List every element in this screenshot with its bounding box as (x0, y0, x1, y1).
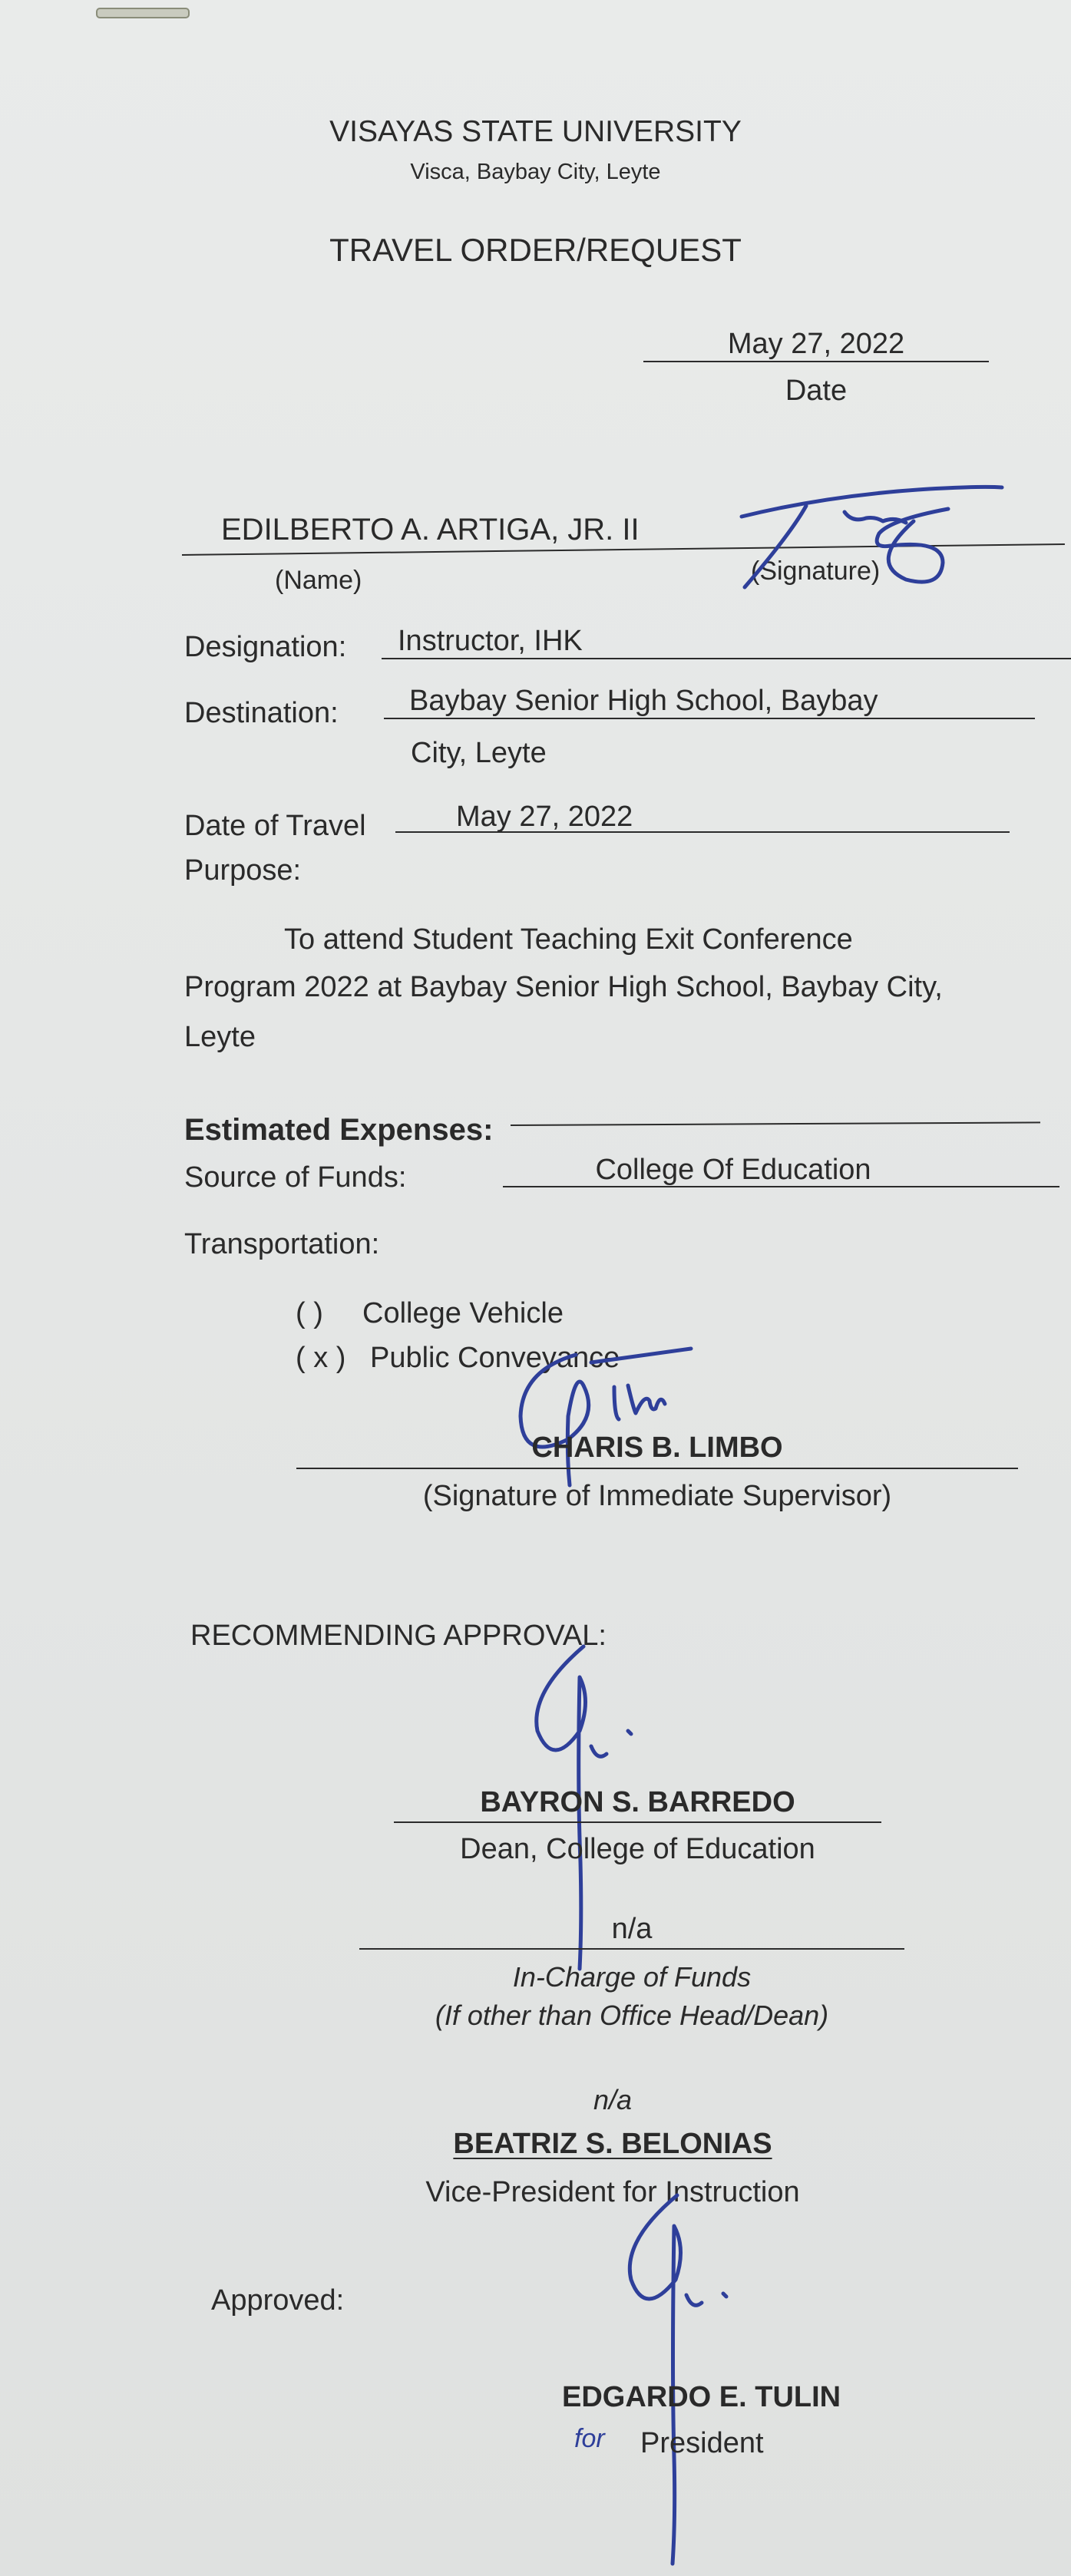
option-college-vehicle-label: College Vehicle (362, 1297, 564, 1329)
option-public-conveyance-label: Public Conveyance (370, 1342, 620, 1374)
designation-line (382, 658, 1071, 659)
vp-value: n/a (593, 2084, 633, 2115)
supervisor-line (296, 1468, 1018, 1469)
university-name: VISAYAS STATE UNIVERSITY (329, 115, 742, 148)
estimated-expenses-label: Estimated Expenses: (184, 1113, 494, 1147)
transportation-label: Transportation: (184, 1228, 380, 1260)
university-address: Visca, Baybay City, Leyte (410, 160, 661, 184)
signature-label: (Signature) (751, 556, 881, 586)
funds-value: College Of Education (595, 1154, 871, 1186)
option-public-conveyance-mark: ( x ) (296, 1342, 346, 1374)
president-signature-icon (607, 2180, 760, 2571)
funds-incharge-note: (If other than Office Head/Dean) (435, 2000, 829, 2031)
destination-line (384, 718, 1035, 719)
president-title: President (640, 2427, 764, 2459)
purpose-label: Purpose: (184, 854, 302, 887)
destination-label: Destination: (184, 697, 339, 729)
supervisor-label: (Signature of Immediate Supervisor) (422, 1480, 892, 1512)
requester-signature-icon (737, 472, 1013, 595)
dean-line (394, 1821, 881, 1823)
date-label: Date (785, 375, 848, 407)
approved-label: Approved: (211, 2284, 345, 2317)
dean-name: BAYRON S. BARREDO (480, 1786, 795, 1818)
destination-value-line2: City, Leyte (411, 737, 547, 769)
destination-value-line1: Baybay Senior High School, Baybay (409, 685, 878, 717)
travel-date-value: May 27, 2022 (456, 801, 633, 833)
vp-name: BEATRIZ S. BELONIAS (453, 2128, 772, 2160)
supervisor-signature-icon (507, 1339, 691, 1493)
form-title: TRAVEL ORDER/REQUEST (329, 232, 742, 268)
president-name: EDGARDO E. TULIN (562, 2381, 841, 2413)
purpose-line2: Program 2022 at Baybay Senior High School, Baybay City, (184, 971, 943, 1003)
date-line (643, 361, 989, 362)
funds-incharge-line (359, 1948, 904, 1950)
purpose-line3: Leyte (184, 1021, 256, 1053)
dean-title: Dean, College of Education (460, 1833, 815, 1865)
paper-clip-mark (96, 8, 190, 18)
president-prefix: for (574, 2424, 605, 2453)
travel-date-line (395, 831, 1010, 833)
designation-label: Designation: (184, 631, 347, 663)
funds-incharge-value: n/a (611, 1913, 653, 1945)
recommending-label: RECOMMENDING APPROVAL: (190, 1620, 607, 1652)
requester-name: EDILBERTO A. ARTIGA, JR. II (221, 513, 640, 547)
funds-line (503, 1186, 1059, 1187)
vp-title: Vice-President for Instruction (425, 2176, 800, 2208)
designation-value: Instructor, IHK (398, 625, 583, 657)
funds-label: Source of Funds: (184, 1161, 407, 1194)
expenses-line (511, 1121, 1040, 1126)
travel-date-label: Date of Travel (184, 810, 366, 842)
option-college-vehicle-mark: ( ) (296, 1297, 323, 1329)
funds-incharge-label: In-Charge of Funds (512, 1961, 752, 1993)
name-label: (Name) (275, 566, 362, 595)
date-value: May 27, 2022 (727, 328, 905, 360)
purpose-line1: To attend Student Teaching Exit Conference (284, 923, 853, 956)
supervisor-name: CHARIS B. LIMBO (531, 1432, 783, 1464)
